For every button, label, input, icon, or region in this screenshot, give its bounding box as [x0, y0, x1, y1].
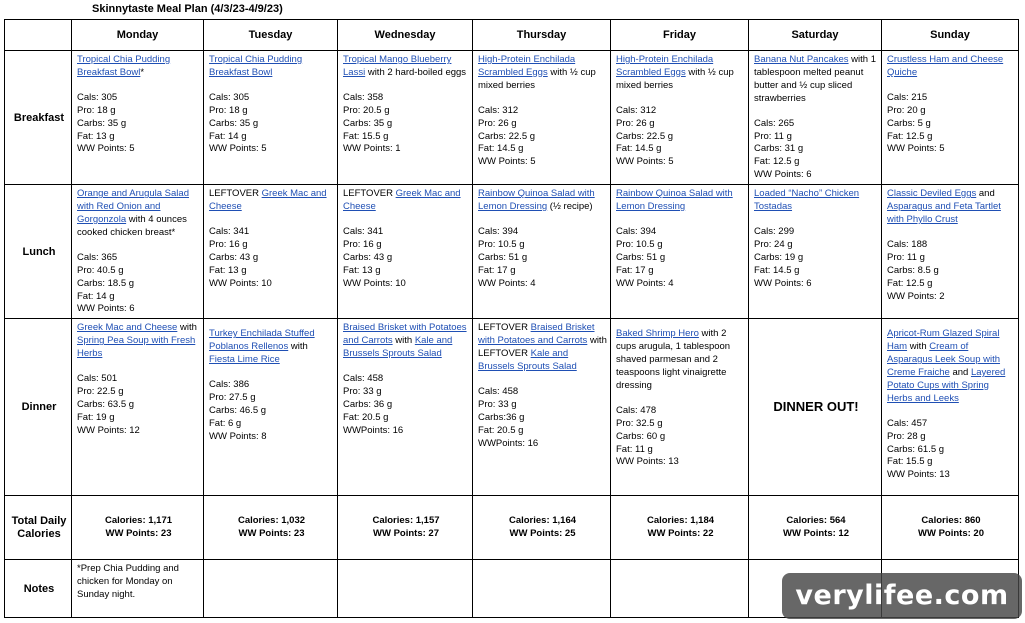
meal-text: with	[288, 341, 308, 353]
meal-cell	[338, 185, 473, 319]
stat: Cals: 386	[209, 379, 250, 391]
stat: Fat: 14.5 g	[616, 143, 662, 155]
stat: WW Points: 10	[343, 277, 406, 289]
recipe-link[interactable]: Braised Brisket with Potatoes and Carrots	[343, 322, 467, 347]
stat: Carbs: 8.5 g	[887, 264, 939, 276]
stat: Cals: 312	[478, 104, 519, 116]
recipe-link[interactable]: Loaded “Nacho” Chicken Tostadas	[754, 188, 860, 213]
stat: Fat: 13 g	[77, 130, 115, 142]
total-points: WW Points: 27	[373, 528, 439, 540]
recipe-link[interactable]: Rainbow Quinoa Salad with Lemon Dressing	[478, 188, 595, 213]
meal-cell	[611, 319, 749, 496]
stat: Pro: 20 g	[887, 104, 926, 116]
total-points: WW Points: 20	[918, 528, 984, 540]
meal-cell	[611, 185, 749, 319]
day-header: Wednesday	[338, 20, 473, 51]
meal-text: with 2 hard-boiled eggs	[365, 66, 467, 78]
stat: WW Points: 6	[754, 277, 812, 289]
total-calories: Calories: 1,157	[372, 515, 440, 527]
total-points: WW Points: 22	[647, 528, 714, 540]
stat: Cals: 458	[478, 385, 519, 397]
stat: WW Points: 4	[478, 277, 536, 289]
stat: Carbs: 60 g	[616, 430, 666, 442]
stat: Pro: 28 g	[887, 430, 926, 442]
stat: WW Points: 5	[616, 156, 674, 168]
meal-text: LEFTOVER	[478, 322, 531, 334]
meal-text: LEFTOVER	[209, 188, 262, 200]
note-cell	[473, 560, 611, 618]
breakfast-row	[5, 51, 1019, 185]
recipe-link[interactable]: Tropical Chia Pudding Breakfast Bowl	[77, 54, 171, 78]
recipe-link[interactable]: Apricot-Rum Glazed Spiral Ham	[887, 328, 1000, 353]
total-cell	[611, 496, 749, 560]
stat: WW Points: 13	[887, 469, 950, 481]
stat: Pro: 11 g	[887, 251, 925, 263]
lunch-row	[5, 185, 1019, 319]
note-cell	[338, 560, 473, 618]
stat: Carbs: 35 g	[343, 117, 393, 129]
stat: Pro: 11 g	[754, 130, 792, 142]
meal-cell	[473, 319, 611, 496]
stat: Pro: 10.5 g	[616, 238, 663, 250]
total-cell	[338, 496, 473, 560]
note-cell	[204, 560, 338, 618]
day-header: Tuesday	[204, 20, 338, 51]
dinner-out-cell: DINNER OUT!	[749, 319, 882, 496]
meal-cell	[204, 319, 338, 496]
stat: Fat: 19 g	[77, 411, 115, 423]
stat: Pro: 32.5 g	[616, 417, 663, 429]
stat: Cals: 305	[77, 91, 118, 103]
note-cell	[611, 560, 749, 618]
stat: Cals: 358	[343, 91, 384, 103]
stat: Fat: 13 g	[209, 264, 247, 276]
corner-cell	[5, 20, 72, 51]
meal-cell	[749, 185, 882, 319]
watermark: verylifee.com	[782, 573, 1022, 619]
stat: Fat: 20.5 g	[478, 424, 524, 436]
recipe-link[interactable]: Kale and Brussels Sprouts Salad	[343, 335, 453, 360]
stat: Fat: 14 g	[209, 130, 247, 142]
stat: Fat: 17 g	[478, 264, 516, 276]
meal-text: with	[392, 335, 415, 347]
stat: Pro: 33 g	[478, 398, 517, 410]
stat: Carbs: 22.5 g	[616, 130, 674, 142]
meal-cell	[338, 319, 473, 496]
recipe-link[interactable]: Classic Deviled Eggs	[887, 188, 977, 200]
meal-cell	[72, 51, 204, 185]
total-calories: Calories: 1,164	[508, 515, 577, 527]
total-points: WW Points: 23	[105, 528, 172, 540]
recipe-link[interactable]: Layered Potato Cups with Spring Herbs and Leeks	[887, 367, 1006, 404]
stat: Cals: 305	[209, 91, 250, 103]
row-label-total: Total Daily Calories	[5, 496, 72, 560]
day-header: Sunday	[882, 20, 1019, 51]
stat: WW Points: 6	[754, 169, 812, 181]
total-points: WW Points: 25	[509, 528, 576, 540]
dinner-row	[5, 319, 1019, 496]
recipe-link[interactable]: Fiesta Lime Rice	[209, 354, 280, 366]
total-calories: Calories: 564	[786, 515, 846, 527]
stat: Carbs: 61.5 g	[887, 443, 945, 455]
stat: Cals: 265	[754, 117, 795, 129]
recipe-link[interactable]: Orange and Arugula Salad with Red Onion and Gorgonzola	[77, 188, 189, 225]
stat: WW Points: 6	[77, 303, 135, 315]
row-label-breakfast: Breakfast	[5, 51, 72, 185]
stat: Carbs: 63.5 g	[77, 398, 135, 410]
totals-row	[5, 496, 1019, 560]
meal-cell	[473, 51, 611, 185]
stat: Fat: 12.5 g	[754, 156, 800, 168]
recipe-link[interactable]: Turkey Enchilada Stuffed Poblanos Rellenos	[209, 328, 315, 353]
stat: Cals: 394	[616, 225, 657, 237]
stat: Pro: 22.5 g	[77, 385, 124, 397]
recipe-link[interactable]: Spring Pea Soup with Fresh Herbs	[77, 335, 196, 360]
row-label-lunch: Lunch	[5, 185, 72, 319]
day-header: Thursday	[473, 20, 611, 51]
stat: Pro: 18 g	[77, 104, 116, 116]
total-cell	[204, 496, 338, 560]
stat: Pro: 24 g	[754, 238, 793, 250]
stat: Fat: 12.5 g	[887, 277, 933, 289]
stat: Cals: 299	[754, 225, 795, 237]
stat: WW Points: 4	[616, 277, 674, 289]
stat: Pro: 10.5 g	[478, 238, 525, 250]
stat: WW Points: 13	[616, 456, 679, 468]
meal-text: with 1 tablespoon melted peanut butter and ½ cup sliced strawberries	[754, 54, 877, 104]
stat: Carbs: 51 g	[616, 251, 666, 263]
stat: Carbs: 51 g	[478, 251, 528, 263]
stat: WW Points: 5	[209, 143, 267, 155]
meal-text: with	[907, 341, 930, 353]
stat: Cals: 501	[77, 373, 118, 385]
stat: WW Points: 5	[77, 143, 135, 155]
recipe-link[interactable]: Tropical Mango Blueberry Lassi	[343, 54, 452, 78]
recipe-link[interactable]: Greek Mac and Cheese	[77, 322, 178, 334]
meal-cell	[204, 51, 338, 185]
stat: WW Points: 5	[478, 156, 536, 168]
recipe-link[interactable]: Banana Nut Pancakes	[754, 54, 849, 65]
meal-cell	[882, 185, 1019, 319]
recipe-link[interactable]: Greek Mac and Cheese	[343, 188, 461, 213]
stat: Pro: 18 g	[209, 104, 248, 116]
stat: Fat: 14.5 g	[478, 143, 524, 155]
stat: Cals: 188	[887, 238, 928, 250]
stat: Carbs: 31 g	[754, 143, 804, 155]
stat: WW Points: 8	[209, 430, 267, 442]
stat: Carbs: 35 g	[209, 117, 259, 129]
note-cell: *Prep Chia Pudding and chicken for Monday on Sunday night.	[72, 560, 204, 618]
stat: Carbs: 46.5 g	[209, 404, 267, 416]
stat: Fat: 11 g	[616, 443, 653, 455]
stat: Carbs:36 g	[478, 411, 525, 423]
stat: Cals: 365	[77, 251, 118, 263]
stat: Cals: 458	[343, 373, 384, 385]
total-calories: Calories: 1,171	[104, 515, 173, 527]
stat: Pro: 16 g	[209, 238, 248, 250]
stat: Carbs: 19 g	[754, 251, 804, 263]
row-label-notes: Notes	[5, 560, 72, 618]
meal-text: with ½ cup mixed berries	[616, 66, 734, 91]
stat: WWPoints: 16	[478, 437, 539, 449]
stat: Cals: 394	[478, 225, 519, 237]
stat: Pro: 26 g	[478, 117, 517, 129]
meal-cell	[72, 185, 204, 319]
meal-text: and	[976, 188, 995, 200]
stat: WW Points: 5	[887, 143, 945, 155]
recipe-link[interactable]: Tropical Chia Pudding Breakfast Bowl	[209, 54, 303, 78]
stat: Cals: 215	[887, 91, 928, 103]
stat: Fat: 13 g	[343, 264, 381, 276]
meal-text: LEFTOVER	[343, 188, 396, 200]
row-label-dinner: Dinner	[5, 319, 72, 496]
day-header: Monday	[72, 20, 204, 51]
meal-text: with 2 cups arugula, 1 tablespoon shaved parmesan and 2 teaspoons light vinaigrette dressing	[616, 328, 731, 391]
stat: Carbs: 36 g	[343, 398, 393, 410]
meal-text: *	[140, 66, 145, 78]
stat: Pro: 27.5 g	[209, 391, 256, 403]
stat: Fat: 12.5 g	[887, 130, 933, 142]
meal-cell	[473, 185, 611, 319]
total-points: WW Points: 12	[783, 528, 849, 540]
stat: Cals: 478	[616, 404, 657, 416]
stat: Carbs: 43 g	[343, 251, 393, 263]
stat: Pro: 16 g	[343, 238, 382, 250]
meal-cell	[882, 51, 1019, 185]
meal-text: with 4 ounces cooked chicken breast*	[77, 213, 187, 238]
stat: WW Points: 1	[343, 143, 401, 155]
meal-cell	[749, 51, 882, 185]
stat: Cals: 341	[343, 225, 384, 237]
meal-cell	[72, 319, 204, 496]
recipe-link[interactable]: Kale and Brussels Sprouts Salad	[478, 348, 577, 373]
recipe-link[interactable]: Cream of Asparagus Leek Soup with Creme Fraiche	[887, 341, 1001, 379]
day-header: Friday	[611, 20, 749, 51]
recipe-link[interactable]: Rainbow Quinoa Salad with Lemon Dressing	[616, 188, 733, 213]
stat: Carbs: 43 g	[209, 251, 259, 263]
stat: Carbs: 5 g	[887, 117, 931, 129]
stat: Carbs: 18.5 g	[77, 277, 135, 289]
total-points: WW Points: 23	[238, 528, 305, 540]
meal-cell	[204, 185, 338, 319]
meal-plan-table	[4, 19, 1019, 618]
recipe-link[interactable]: Asparagus and Feta Tartlet with Phyllo Crust	[887, 201, 1001, 225]
stat: Cals: 312	[616, 104, 657, 116]
stat: Carbs: 22.5 g	[478, 130, 536, 142]
total-calories: Calories: 1,032	[237, 515, 306, 527]
meal-text: (½ recipe)	[547, 201, 593, 213]
total-calories: Calories: 1,184	[646, 515, 715, 527]
recipe-link[interactable]: Crustless Ham and Cheese Quiche	[887, 54, 1004, 78]
meal-text: and	[949, 367, 971, 379]
meal-text: with ½ cup mixed berries	[478, 66, 596, 91]
total-cell	[882, 496, 1019, 560]
stat: Pro: 40.5 g	[77, 264, 124, 276]
meal-cell	[882, 319, 1019, 496]
total-calories: Calories: 860	[921, 515, 981, 527]
recipe-link[interactable]: Baked Shrimp Hero	[616, 328, 699, 340]
stat: WW Points: 12	[77, 424, 140, 436]
stat: Fat: 14 g	[77, 290, 115, 302]
stat: Fat: 6 g	[209, 417, 242, 429]
recipe-link[interactable]: High-Protein Enchilada Scrambled Eggs	[616, 54, 714, 78]
stat: Fat: 20.5 g	[343, 411, 389, 423]
day-header: Saturday	[749, 20, 882, 51]
stat: Carbs: 35 g	[77, 117, 127, 129]
stat: Fat: 15.5 g	[343, 130, 389, 142]
stat: Fat: 15.5 g	[887, 456, 933, 468]
stat: Cals: 341	[209, 225, 250, 237]
meal-text: with	[177, 322, 197, 334]
stat: Pro: 26 g	[616, 117, 655, 129]
header-row	[5, 20, 1019, 51]
stat: Pro: 20.5 g	[343, 104, 390, 116]
recipe-link[interactable]: Braised Brisket with Potatoes and Carrots	[478, 322, 595, 347]
total-cell	[749, 496, 882, 560]
stat: WW Points: 2	[887, 290, 945, 302]
stat: Fat: 14.5 g	[754, 264, 800, 276]
stat: Fat: 17 g	[616, 264, 654, 276]
meal-cell	[611, 51, 749, 185]
stat: WW Points: 10	[209, 277, 272, 289]
stat: Pro: 33 g	[343, 385, 382, 397]
total-cell	[473, 496, 611, 560]
stat: WWPoints: 16	[343, 424, 404, 436]
recipe-link[interactable]: Greek Mac and Cheese	[209, 188, 327, 213]
total-cell	[72, 496, 204, 560]
meal-text: with LEFTOVER	[478, 335, 607, 360]
meal-cell	[338, 51, 473, 185]
recipe-link[interactable]: High-Protein Enchilada Scrambled Eggs	[478, 54, 576, 78]
stat: Cals: 457	[887, 417, 928, 429]
plan-title: Skinnytaste Meal Plan (4/3/23-4/9/23)	[92, 3, 283, 15]
